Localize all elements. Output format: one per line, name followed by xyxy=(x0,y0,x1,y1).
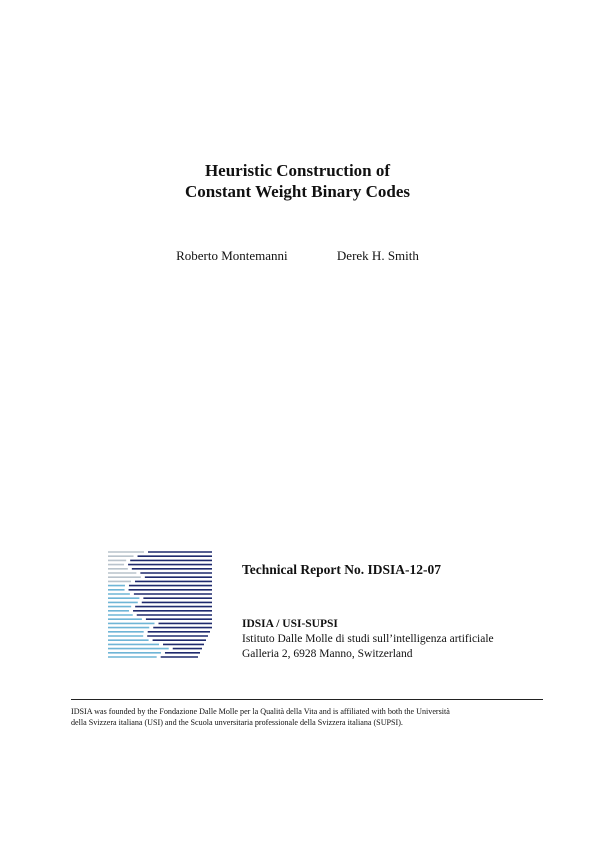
institution-address-line-1: Istituto Dalle Molle di studi sull’intelligenza artificiale xyxy=(242,633,494,645)
author-name: Roberto Montemanni xyxy=(176,248,288,263)
author-name: Derek H. Smith xyxy=(336,248,419,263)
footnote-line-2: della Svizzera italiana (USI) and the Scuola unversitaria professionale della Svizzera italiana (SUPSI). xyxy=(71,718,403,727)
institution-block xyxy=(242,617,494,662)
author-list xyxy=(0,248,595,264)
footnote-divider xyxy=(71,699,543,700)
technical-report-number: Technical Report No. IDSIA-12-07 xyxy=(242,562,441,577)
title-line-1: Heuristic Construction of xyxy=(204,161,391,180)
idsia-logo-icon xyxy=(106,550,214,662)
institution-name: IDSIA / USI-SUPSI xyxy=(242,618,338,630)
title-line-2: Constant Weight Binary Codes xyxy=(185,182,410,201)
paper-title xyxy=(0,160,595,202)
institution-address-line-2: Galleria 2, 6928 Manno, Switzerland xyxy=(242,648,413,660)
footnote-line-1: IDSIA was founded by the Fondazione Dalle Molle per la Qualità della Vita and is affiliated with both the Università xyxy=(71,707,450,716)
footnote xyxy=(71,706,547,728)
